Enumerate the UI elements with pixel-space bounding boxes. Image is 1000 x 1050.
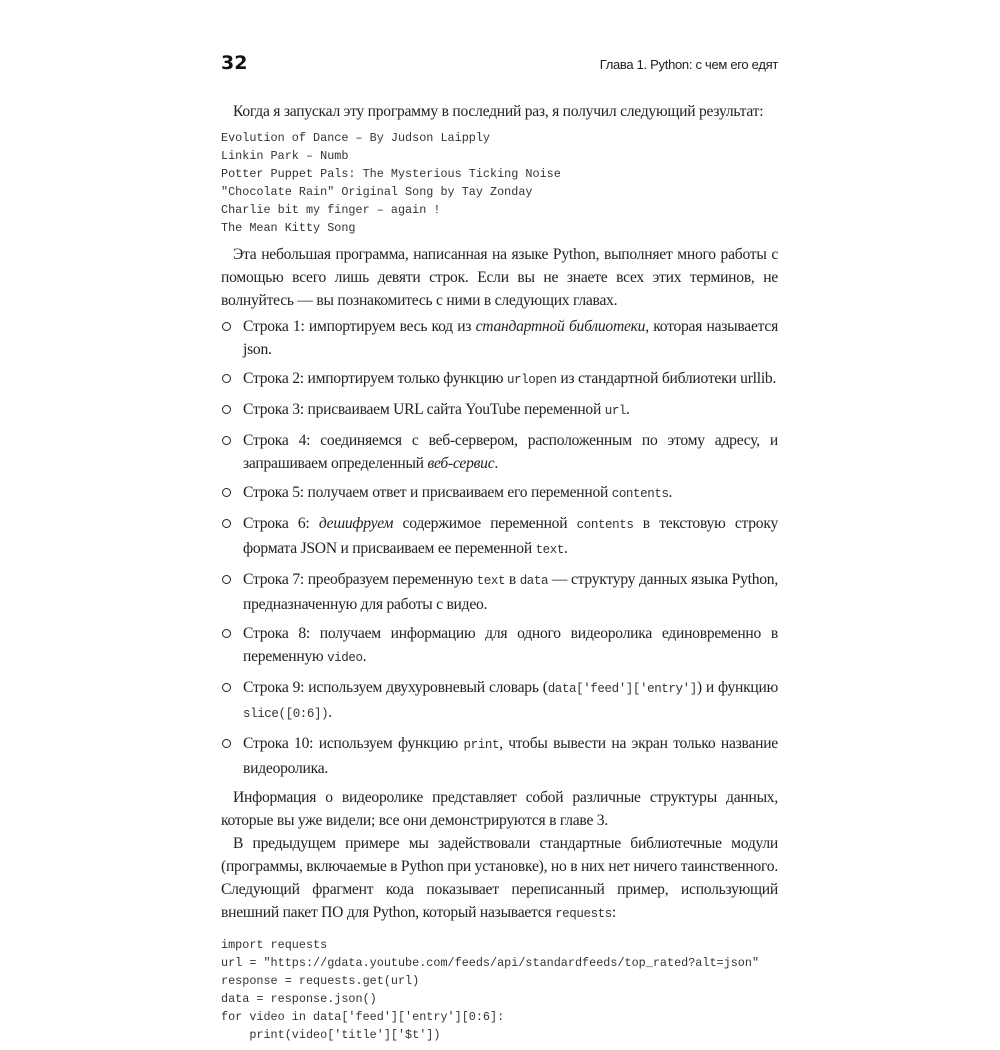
text-segment: Строка 7: преобразуем переменную (243, 571, 477, 588)
code-listing (221, 936, 778, 1044)
code-line: response = requests.get(url) (221, 974, 420, 988)
emphasis-text: дешифруем (318, 515, 394, 532)
text-segment: : (611, 904, 616, 921)
text-segment: . (563, 540, 568, 557)
output-line: "Chocolate Rain" Original Song by Tay Zonday (221, 185, 533, 199)
list-item (221, 315, 778, 361)
text-segment: Строка 4: соединяемся с веб-сервером, расположенным по этому адресу, и запрашиваем определенный (243, 432, 778, 472)
paragraph-data-structures: Информация о видеоролике представляет собой различные структуры данных, которые вы уже видели; все они демонстрируются в главе 3. (221, 789, 778, 829)
text-segment: в текстовую строку формата JSON и присваиваем ее переменной (243, 515, 778, 557)
page-header (221, 52, 778, 84)
circle-bullet-icon (222, 488, 231, 497)
list-item (221, 676, 778, 726)
code-line: print(video['title']['$t']) (221, 1028, 441, 1042)
circle-bullet-icon (222, 374, 231, 383)
running-title: Глава 1. Python: с чем его едят (599, 57, 778, 72)
circle-bullet-icon (222, 436, 231, 445)
circle-bullet-icon (222, 683, 231, 692)
page-number: 32 (221, 52, 248, 74)
text-segment: В предыдущем примере мы задействовали стандартные библиотечные модули (программы, включаемые в Python при установке), но в них нет ничего таинственного. Следующий фрагмент кода показывает переписанный пример, использующий внешний пакет ПО для Python, который называется (221, 835, 778, 921)
list-item (221, 429, 778, 475)
text-segment: . (328, 704, 332, 721)
text-segment: Строка 9: используем двухуровневый словарь ( (243, 679, 548, 696)
program-output (221, 129, 778, 237)
paragraph-requests (221, 832, 778, 926)
inline-code: video (327, 651, 363, 665)
list-item (221, 568, 778, 616)
text-segment: в (505, 571, 520, 588)
inline-code: text (535, 543, 564, 557)
text-segment: . (668, 484, 673, 501)
text-segment: . (362, 648, 367, 665)
inline-code: slice([0:6]) (243, 707, 329, 721)
text-segment: Строка 5: получаем ответ и присваиваем его переменной (243, 484, 612, 501)
circle-bullet-icon (222, 739, 231, 748)
emphasis-text: веб-сервис (427, 455, 495, 472)
list-item (221, 732, 778, 780)
text-segment: Строка 1: импортируем весь код из (243, 318, 476, 335)
text-segment: из стандартной библиотеки urllib. (556, 370, 777, 387)
output-line: The Mean Kitty Song (221, 221, 356, 235)
output-line: Evolution of Dance – By Judson Laipply (221, 131, 491, 145)
inline-code: contents (611, 487, 669, 501)
inline-code: data (519, 574, 549, 588)
inline-code: url (604, 404, 627, 418)
code-line: data = response.json() (221, 992, 377, 1006)
code-line: import requests (221, 938, 328, 952)
text-segment: ) и функцию (696, 679, 779, 696)
list-item (221, 512, 778, 562)
text-segment: , которая называется json. (243, 318, 778, 358)
emphasis-text: стандартной библиотеки (475, 318, 646, 335)
circle-bullet-icon (222, 629, 231, 638)
code-line: for video in data['feed']['entry'][0:6]: (221, 1010, 505, 1024)
output-line: Linkin Park – Numb (221, 149, 349, 163)
circle-bullet-icon (222, 405, 231, 414)
text-segment: . (626, 401, 630, 418)
line-explanation-list (221, 315, 778, 780)
paragraph-description: Эта небольшая программа, написанная на языке Python, выполняет много работы с помощью всего лишь девяти строк. Если вы не знаете всех этих терминов, не волнуйтесь — вы познакомитесь с ними в следующих главах. (221, 246, 778, 309)
text-segment: Строка 2: импортируем только функцию (243, 370, 507, 387)
inline-code: text (476, 574, 506, 588)
list-item (221, 367, 778, 392)
text-segment: Строка 3: присваиваем URL сайта YouTube переменной (243, 401, 605, 418)
list-item (221, 398, 778, 423)
inline-code: contents (576, 518, 634, 532)
output-line: Potter Puppet Pals: The Mysterious Ticking Noise (221, 167, 561, 181)
list-item (221, 622, 778, 670)
code-line: url = "https://gdata.youtube.com/feeds/api/standardfeeds/top_rated?alt=json" (221, 956, 760, 970)
circle-bullet-icon (222, 575, 231, 584)
text-segment: Строка 10: используем функцию (243, 735, 464, 752)
text-segment: Строка 8: получаем информацию для одного видеоролика единовременно в переменную (243, 625, 778, 665)
circle-bullet-icon (222, 519, 231, 528)
text-segment: Строка 6: (243, 515, 319, 532)
text-segment: — структуру данных языка Python, предназначенную для работы с видео. (243, 571, 778, 613)
text-segment: содержимое переменной (393, 515, 577, 532)
text-segment: , чтобы вывести на экран только название видеоролика. (243, 735, 778, 777)
book-page (221, 52, 778, 1050)
inline-code: urlopen (506, 373, 557, 387)
inline-code: data['feed']['entry'] (547, 682, 697, 696)
intro-paragraph: Когда я запускал эту программу в последний раз, я получил следующий результат: (233, 103, 764, 120)
text-segment: . (494, 455, 499, 472)
inline-code: print (463, 738, 500, 752)
circle-bullet-icon (222, 322, 231, 331)
output-line: Charlie bit my finger – again ! (221, 203, 441, 217)
list-item (221, 481, 778, 506)
inline-code: requests (555, 907, 612, 921)
